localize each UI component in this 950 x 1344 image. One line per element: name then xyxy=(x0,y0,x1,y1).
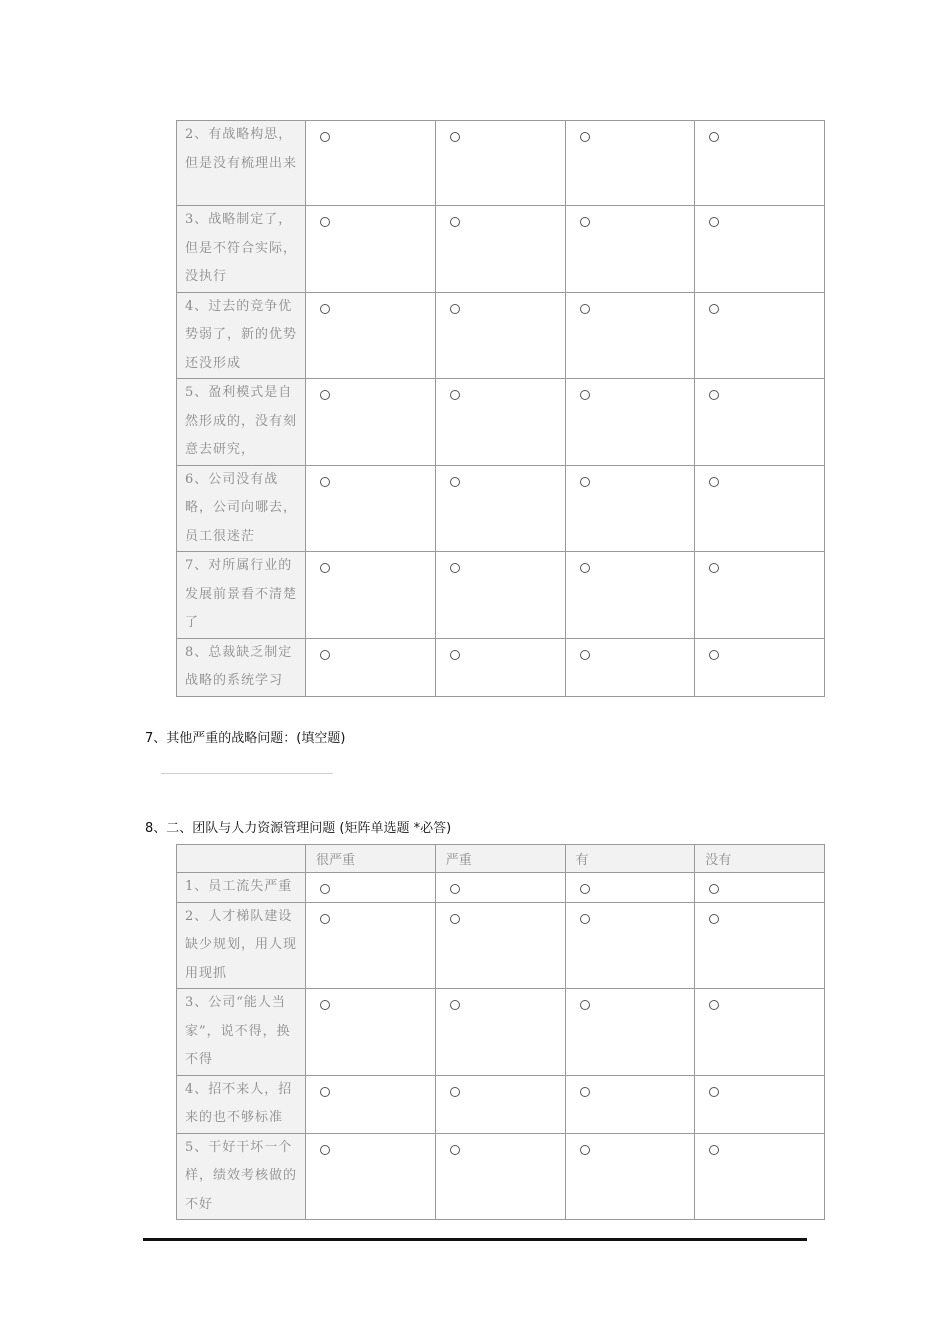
table-row xyxy=(177,989,825,1076)
radio-button[interactable] xyxy=(709,1000,719,1010)
radio-cell[interactable] xyxy=(306,1075,436,1133)
radio-button[interactable] xyxy=(320,884,330,894)
radio-button[interactable] xyxy=(320,914,330,924)
radio-button[interactable] xyxy=(580,914,590,924)
radio-cell[interactable] xyxy=(565,292,695,379)
row-label: 1、员工流失严重 xyxy=(177,873,306,903)
table-row xyxy=(177,1133,825,1220)
question-7-title: 7、其他严重的战略问题：(填空题) xyxy=(145,731,346,746)
radio-cell[interactable] xyxy=(565,1075,695,1133)
radio-cell[interactable] xyxy=(306,379,436,466)
row-label: 5、盈利模式是自然形成的，没有刻意去研究， xyxy=(177,379,306,466)
fill-in-blank-input[interactable] xyxy=(161,773,333,774)
radio-button[interactable] xyxy=(450,390,460,400)
radio-button[interactable] xyxy=(709,563,719,573)
column-header: 没有 xyxy=(695,845,825,873)
row-label: 2、有战略构思，但是没有梳理出来 xyxy=(177,121,306,206)
table-row xyxy=(177,552,825,639)
radio-button[interactable] xyxy=(709,304,719,314)
radio-cell[interactable] xyxy=(565,989,695,1076)
table-row xyxy=(177,873,825,903)
radio-button[interactable] xyxy=(320,390,330,400)
radio-button[interactable] xyxy=(320,1000,330,1010)
radio-button[interactable] xyxy=(320,650,330,660)
radio-cell[interactable] xyxy=(435,989,565,1076)
column-header: 有 xyxy=(565,845,695,873)
radio-button[interactable] xyxy=(580,1145,590,1155)
row-label: 6、公司没有战略，公司向哪去，员工很迷茫 xyxy=(177,465,306,552)
radio-button[interactable] xyxy=(450,1087,460,1097)
radio-cell[interactable] xyxy=(435,292,565,379)
radio-button[interactable] xyxy=(709,390,719,400)
radio-cell[interactable] xyxy=(435,873,565,903)
row-label: 3、战略制定了，但是不符合实际，没执行 xyxy=(177,206,306,293)
radio-button[interactable] xyxy=(709,132,719,142)
radio-button[interactable] xyxy=(450,1000,460,1010)
radio-cell[interactable] xyxy=(435,552,565,639)
row-label: 5、干好干坏一个样，绩效考核做的不好 xyxy=(177,1133,306,1220)
radio-cell[interactable] xyxy=(435,465,565,552)
table-header-row xyxy=(177,845,825,873)
radio-cell[interactable] xyxy=(306,902,436,989)
radio-button[interactable] xyxy=(709,1145,719,1155)
radio-button[interactable] xyxy=(580,217,590,227)
radio-button[interactable] xyxy=(580,563,590,573)
radio-cell[interactable] xyxy=(695,638,825,696)
radio-button[interactable] xyxy=(450,650,460,660)
table-row xyxy=(177,1075,825,1133)
radio-cell[interactable] xyxy=(695,1133,825,1220)
radio-cell[interactable] xyxy=(306,206,436,293)
radio-button[interactable] xyxy=(450,884,460,894)
table-row xyxy=(177,638,825,696)
radio-cell[interactable] xyxy=(435,1133,565,1220)
row-label: 4、招不来人，招来的也不够标准 xyxy=(177,1075,306,1133)
radio-button[interactable] xyxy=(320,217,330,227)
radio-cell[interactable] xyxy=(565,902,695,989)
team-hr-matrix-table xyxy=(176,844,825,1220)
table-row xyxy=(177,292,825,379)
radio-button[interactable] xyxy=(580,390,590,400)
radio-button[interactable] xyxy=(320,132,330,142)
radio-cell[interactable] xyxy=(695,989,825,1076)
radio-cell[interactable] xyxy=(565,206,695,293)
strategy-matrix-table xyxy=(176,120,825,697)
radio-cell[interactable] xyxy=(565,552,695,639)
radio-button[interactable] xyxy=(580,304,590,314)
radio-cell[interactable] xyxy=(695,465,825,552)
radio-button[interactable] xyxy=(450,1145,460,1155)
radio-cell[interactable] xyxy=(565,379,695,466)
radio-button[interactable] xyxy=(320,477,330,487)
radio-cell[interactable] xyxy=(565,873,695,903)
radio-cell[interactable] xyxy=(695,552,825,639)
radio-cell[interactable] xyxy=(306,638,436,696)
radio-cell[interactable] xyxy=(306,989,436,1076)
radio-cell[interactable] xyxy=(435,1075,565,1133)
radio-cell[interactable] xyxy=(306,121,436,206)
radio-cell[interactable] xyxy=(306,465,436,552)
row-label: 4、过去的竞争优势弱了，新的优势还没形成 xyxy=(177,292,306,379)
radio-cell[interactable] xyxy=(306,1133,436,1220)
radio-button[interactable] xyxy=(709,217,719,227)
radio-cell[interactable] xyxy=(565,1133,695,1220)
radio-cell[interactable] xyxy=(435,638,565,696)
radio-button[interactable] xyxy=(450,563,460,573)
radio-button[interactable] xyxy=(580,650,590,660)
radio-button[interactable] xyxy=(709,1087,719,1097)
radio-cell[interactable] xyxy=(306,552,436,639)
column-header: 很严重 xyxy=(306,845,436,873)
radio-button[interactable] xyxy=(450,132,460,142)
radio-cell[interactable] xyxy=(565,121,695,206)
radio-button[interactable] xyxy=(320,304,330,314)
table-row xyxy=(177,121,825,206)
radio-cell[interactable] xyxy=(565,638,695,696)
radio-button[interactable] xyxy=(450,304,460,314)
radio-button[interactable] xyxy=(450,477,460,487)
radio-cell[interactable] xyxy=(695,902,825,989)
table-row xyxy=(177,902,825,989)
row-label: 8、总裁缺乏制定战略的系统学习 xyxy=(177,638,306,696)
radio-cell[interactable] xyxy=(695,121,825,206)
radio-button[interactable] xyxy=(580,1087,590,1097)
radio-cell[interactable] xyxy=(435,206,565,293)
row-label: 2、人才梯队建设缺少规划，用人现用现抓 xyxy=(177,902,306,989)
radio-button[interactable] xyxy=(709,884,719,894)
table-row xyxy=(177,465,825,552)
radio-cell[interactable] xyxy=(695,379,825,466)
radio-button[interactable] xyxy=(320,1145,330,1155)
radio-cell[interactable] xyxy=(306,292,436,379)
row-label: 7、对所属行业的发展前景看不清楚了 xyxy=(177,552,306,639)
radio-button[interactable] xyxy=(580,1000,590,1010)
radio-button[interactable] xyxy=(580,477,590,487)
radio-button[interactable] xyxy=(709,650,719,660)
radio-button[interactable] xyxy=(450,914,460,924)
radio-cell[interactable] xyxy=(695,1075,825,1133)
radio-cell[interactable] xyxy=(435,902,565,989)
radio-button[interactable] xyxy=(580,132,590,142)
table-row xyxy=(177,206,825,293)
radio-cell[interactable] xyxy=(435,121,565,206)
radio-cell[interactable] xyxy=(695,873,825,903)
radio-cell[interactable] xyxy=(695,206,825,293)
radio-cell[interactable] xyxy=(306,873,436,903)
radio-button[interactable] xyxy=(320,563,330,573)
footer-divider xyxy=(143,1238,807,1241)
row-label: 3、公司“能人当家”，说不得，换不得 xyxy=(177,989,306,1076)
radio-button[interactable] xyxy=(580,884,590,894)
table-row xyxy=(177,379,825,466)
question-8-title: 8、二、团队与人力资源管理问题 (矩阵单选题 *必答) xyxy=(145,821,452,836)
radio-button[interactable] xyxy=(709,477,719,487)
header-corner xyxy=(177,845,306,873)
radio-button[interactable] xyxy=(320,1087,330,1097)
radio-cell[interactable] xyxy=(435,379,565,466)
radio-cell[interactable] xyxy=(565,465,695,552)
radio-button[interactable] xyxy=(709,914,719,924)
radio-cell[interactable] xyxy=(695,292,825,379)
radio-button[interactable] xyxy=(450,217,460,227)
column-header: 严重 xyxy=(435,845,565,873)
